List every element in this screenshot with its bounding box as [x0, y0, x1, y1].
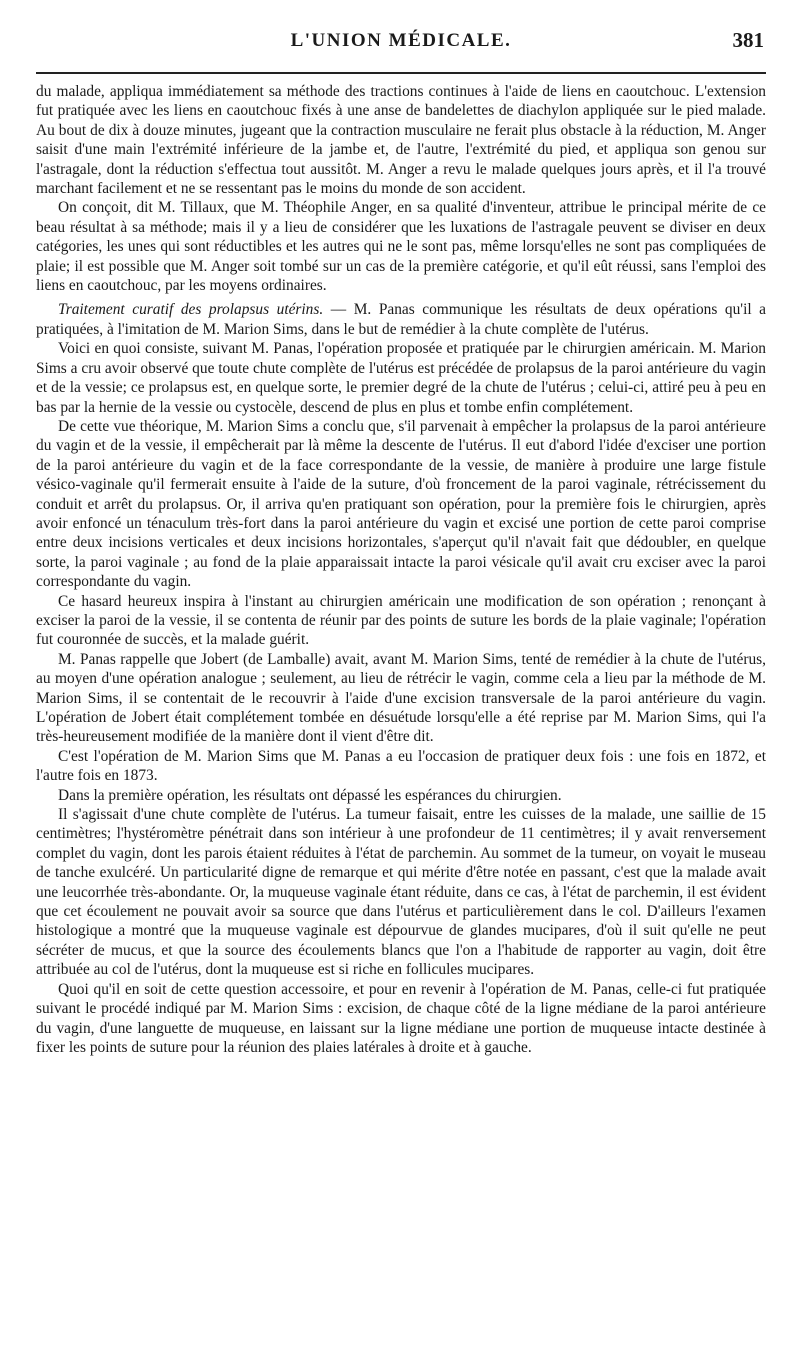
section-lead: — M. Panas communique les résultats de deux opérations qu'il a pratiquées, à l'imitation de M. Marion Sims, dans le but de remédier à la chute complète de l'utérus.: [36, 301, 767, 338]
page-number: 381: [732, 28, 764, 52]
paragraph: Voici en quoi consiste, suivant M. Panas, l'opération proposée et pratiquée par le chirurgien américain. M. Marion Sims a cru avoir observé que toute chute complète de l'utérus est précédée de prolapsus de la paroi antérieure du vagin et de la vessie; ce prolapsus est, en quelque sorte, le premier degré de la chute de l'utérus ; celui-ci, attiré peu à peu en bas par la hernie de la vessie ou cystocèle, descend de plus en plus et tombe enfin complétement.: [36, 340, 766, 416]
running-title: L'UNION MÉDICALE.: [290, 30, 512, 51]
paragraph: De cette vue théorique, M. Marion Sims a conclu que, s'il parvenait à empêcher la prolapsus de la paroi antérieure du vagin et de la vessie, il empêcherait par là même la descente de l'utérus. Il eut d'abord l'idée d'exciser une portion de la paroi antérieure du vagin et de la face correspondante de la vessie, de manière à produire une large fistule vésico-vaginale qu'il fermerait ensuite à l'aide de la suture, d'où froncement de la paroi vaginale, rétrécissement du conduit et arrêt du prolapsus. Or, il arriva qu'en pratiquant son opération, pour la première fois le chirurgien, après avoir enfoncé un ténaculum très-fort dans la paroi antérieure du vagin et excisé une portion de cette paroi comprise entre deux incisions verticales et deux incisions horizontales, s'aperçut qu'il n'avait fait que dédoubler, en quelque sorte, la paroi vaginale ; au fond de la plaie apparaissait intacte la paroi vésicale qu'il avait cru exciser avec la paroi correspondante du vagin.: [36, 417, 766, 591]
header-rule: [36, 72, 766, 74]
page-header: [36, 22, 766, 60]
paragraph: Il s'agissait d'une chute complète de l'utérus. La tumeur faisait, entre les cuisses de la malade, une saillie de 15 centimètres; l'hystéromètre pénétrait dans son intérieur à une profondeur de 11 centimètres; il y avait renversement complet du vagin, dont les parois étaient réduites à l'état de parchemin. Au sommet de la tumeur, on voyait le museau de tanche exulcéré. Un particularité digne de remarque et qui mérite d'être notée en passant, c'est que la malade avait une leucorrhée très-abondante. Or, la muqueuse vaginale étant réduite, dans ce cas, à l'état de parchemin, il est évident que cet écoulement ne pouvait avoir sa source que dans l'utérus et particulièrement dans le col. D'ailleurs l'examen histologique a montré que la muqueuse vaginale est dépourvue de glandes mucipares, d'où il suit qu'elle ne peut sécréter de mucus, et que la source des écoulements blancs que l'on a l'habitude de rapporter au vagin, doit être attribuée au col de l'utérus, dont la muqueuse est si riche en follicules mucipares.: [36, 806, 766, 979]
article-body: [36, 82, 766, 1057]
section-heading-paragraph: [36, 300, 766, 339]
paragraph: du malade, appliqua immédiatement sa méthode des tractions continues à l'aide de liens en caoutchouc. L'extension fut pratiquée avec les liens en caoutchouc fixés à une anse de bandelettes de diachylon appliquée sur le pied malade. Au bout de dix à douze minutes, jugeant que la contraction musculaire ne ferait plus obstacle à la réduction, M. Anger saisit d'une main l'extrémité inférieure de la jambe et, de l'autre, l'extrémité du pied, et appliqua son genou sur l'astragale, dont la réduction s'effectua tout aussitôt. M. Anger a revu le malade quelques jours après, et il l'a trouvé marchant facilement et ne se ressentant pas le moins du monde de son accident.: [36, 83, 766, 198]
paragraph: M. Panas rappelle que Jobert (de Lamballe) avait, avant M. Marion Sims, tenté de remédier à la chute de l'utérus, au moyen d'une opération analogue ; seulement, au lieu de rétrécir le vagin, comme cela a lieu par la méthode de M. Marion Sims, il se contentait de le recouvrir à l'aide d'une excision transversale de la paroi antérieure du vagin. L'opération de Jobert était complétement tombée en désuétude lorsqu'elle a été reprise par M. Marion Sims, qui l'a très-heureusement modifiée de la manière dont il vient d'être dit.: [36, 650, 766, 746]
paragraph: Quoi qu'il en soit de cette question accessoire, et pour en revenir à l'opération de M. Panas, celle-ci fut pratiquée suivant le procédé indiqué par M. Marion Sims : excision, de chaque côté de la ligne médiane de la paroi antérieure du vagin, d'une languette de muqueuse, en laissant sur la ligne médiane une portion de muqueuse intacte destinée à fixer les points de suture pour la réunion des plaies latérales à droite et à gauche.: [36, 980, 766, 1056]
paragraph: Ce hasard heureux inspira à l'instant au chirurgien américain une modification de son opération ; renonçant à exciser la paroi de la vessie, il se contenta de réunir par des points de suture les bords de la plaie vaginale; l'opération fut couronnée de succès, et la malade guérit.: [36, 592, 766, 649]
section-title: Traitement curatif des prolapsus utérins.: [58, 301, 324, 319]
paragraph: On conçoit, dit M. Tillaux, que M. Théophile Anger, en sa qualité d'inventeur, attribue le principal mérite de ce beau résultat à sa méthode; mais il y a lieu de considérer que les luxations de l'astragale peuvent se diviser en deux catégories, les unes qui sont réductibles et les autres qui ne le sont pas, même lorsqu'elles ne sont pas compliquées de plaie; il est possible que M. Anger soit tombé sur un cas de la première catégorie, et qu'il eût réussi, sans l'emploi des liens en caoutchouc, par les moyens ordinaires.: [36, 199, 766, 295]
paragraph: Dans la première opération, les résultats ont dépassé les espérances du chirurgien.: [58, 786, 562, 804]
paragraph: C'est l'opération de M. Marion Sims que M. Panas a eu l'occasion de pratiquer deux fois : une fois en 1872, et l'autre fois en 1873.: [36, 747, 766, 785]
